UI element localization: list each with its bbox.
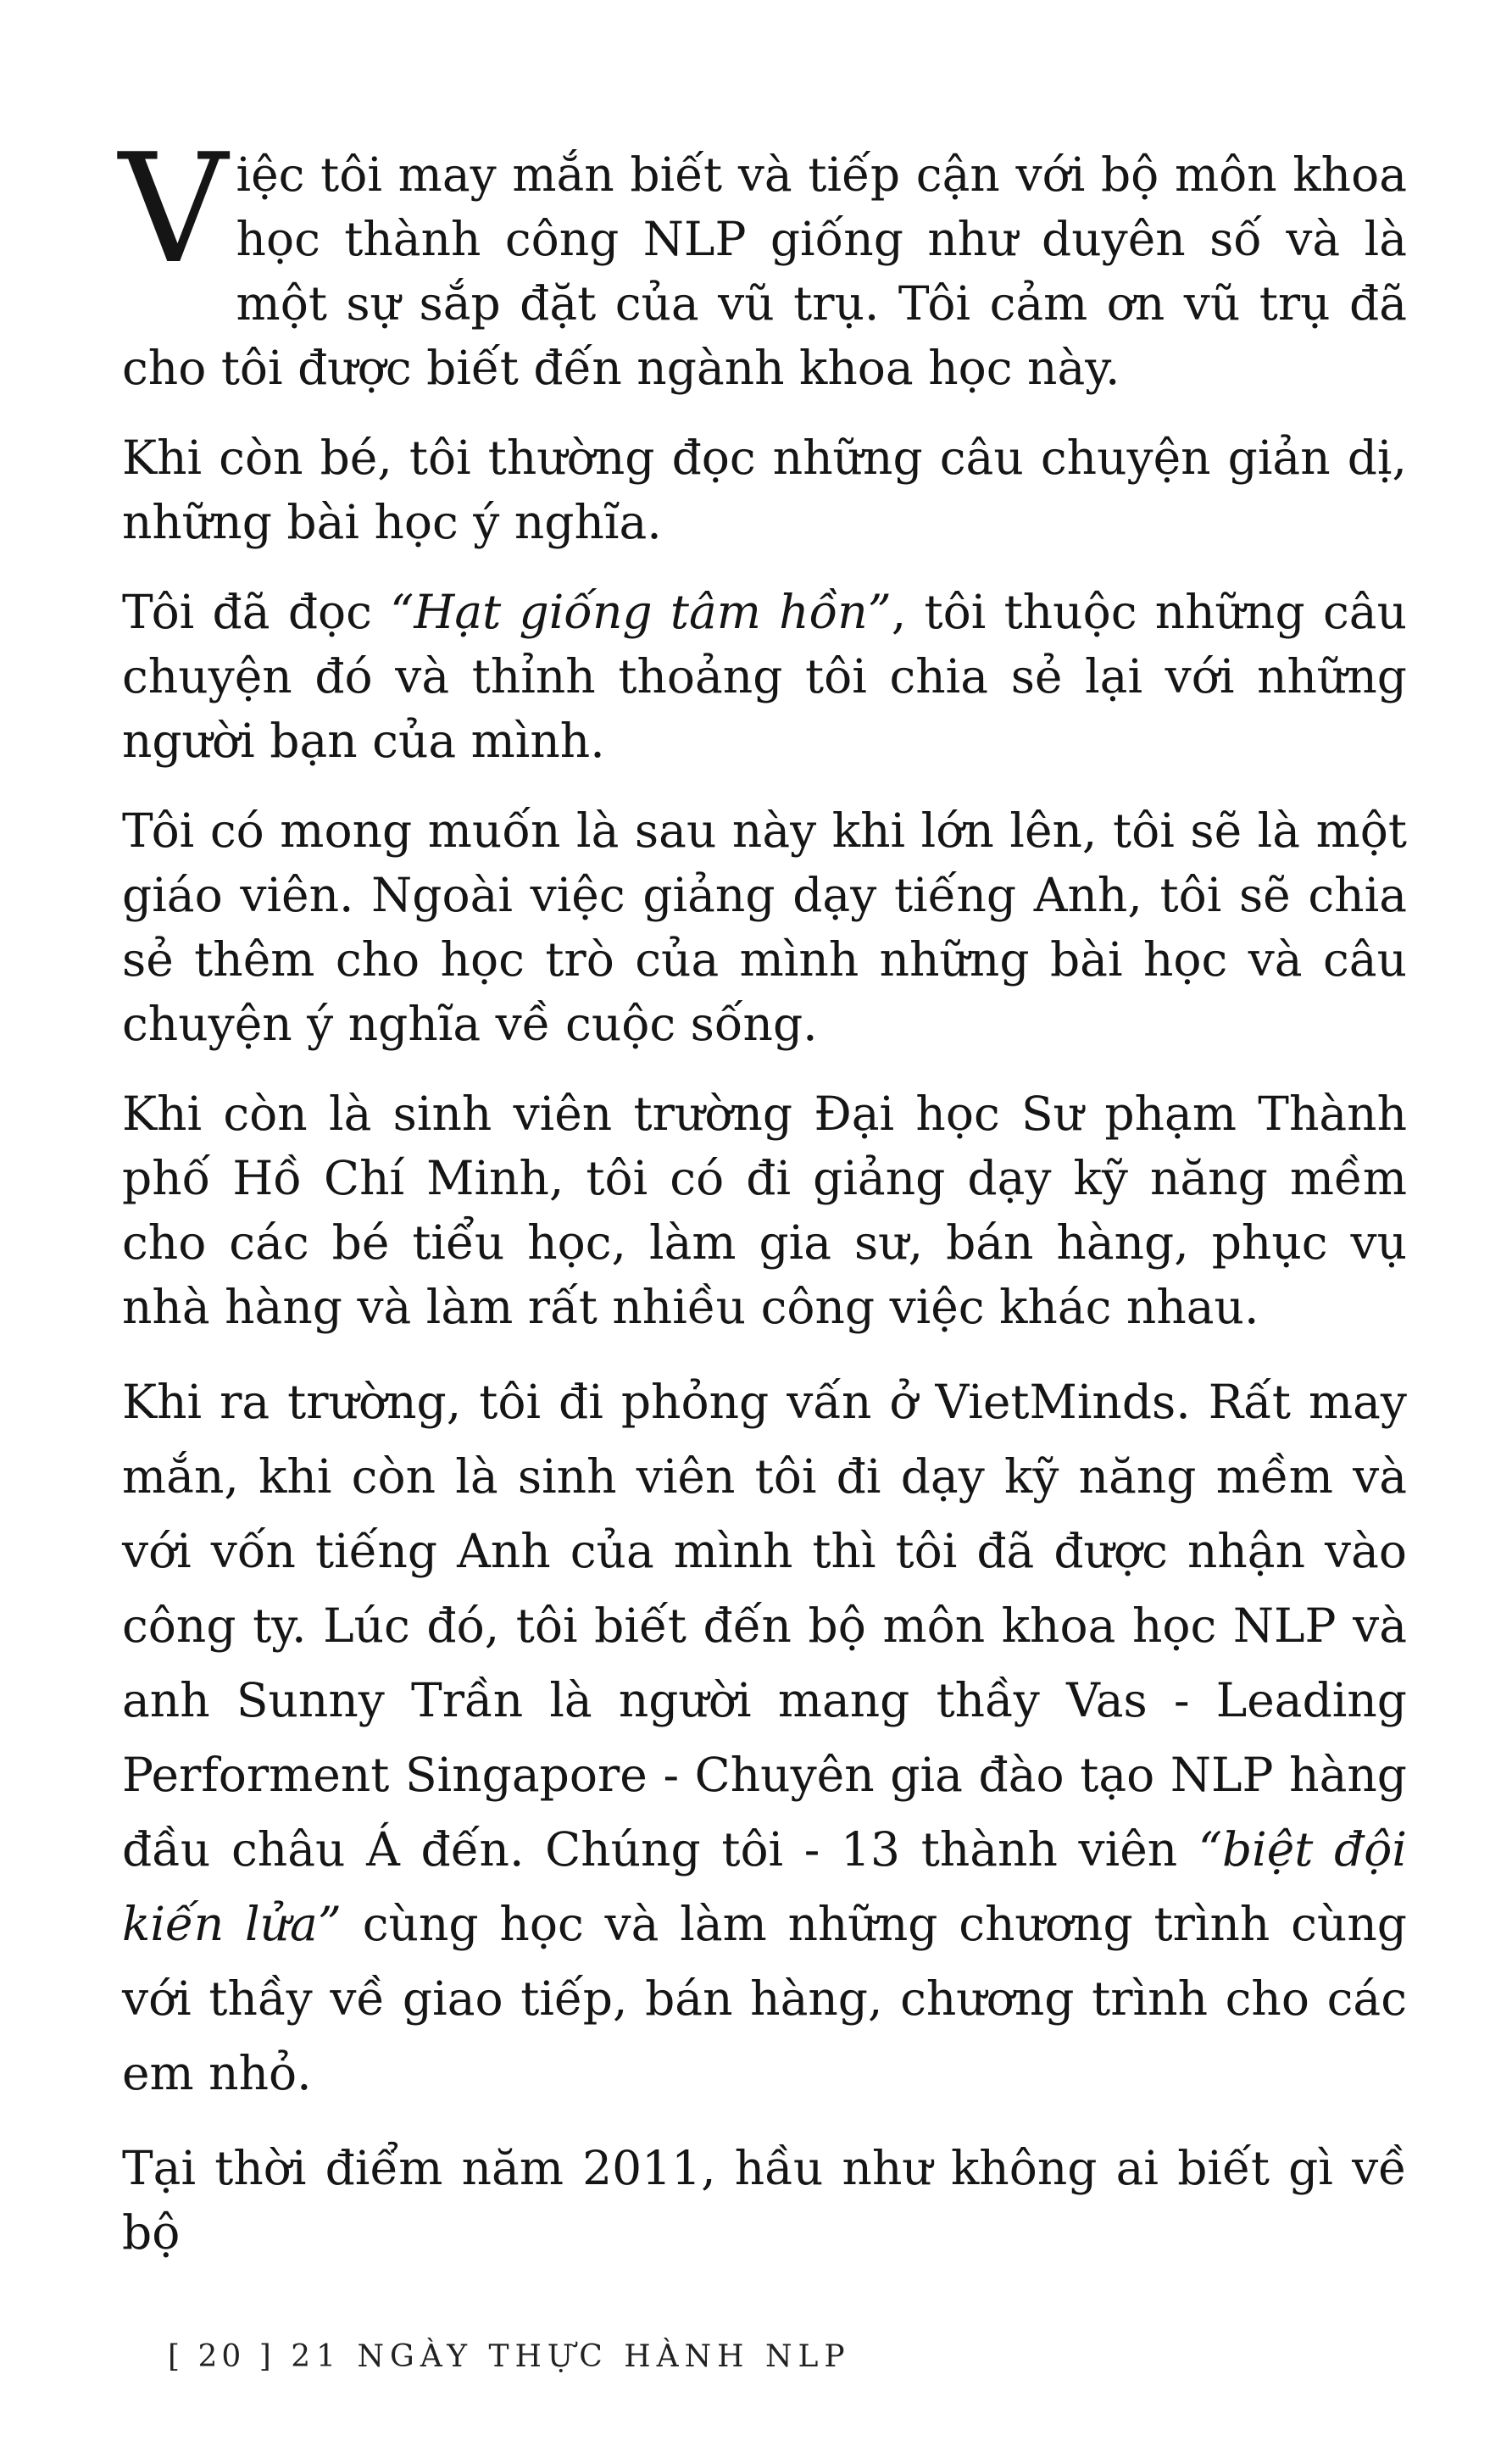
running-title: 21 NGÀY THỰC HÀNH NLP: [291, 2339, 851, 2374]
page-number: [ 20 ]: [168, 2339, 275, 2374]
paragraph-career: [122, 1365, 1407, 2110]
paragraph-university: Khi còn là sinh viên trường Đại học Sư phạm Thành phố Hồ Chí Minh, tôi có đi giảng dạy kỹ năng mềm cho các bé tiểu học, làm gia sư, bán hàng, phục vụ nhà hàng và làm rất nhiều công việc khác nhau.: [122, 1087, 1407, 1334]
paragraph-reading: [122, 580, 1407, 773]
paragraph-reading-after: , tôi thuộc những câu chuyện đó và thỉnh thoảng tôi chia sẻ lại với những người bạn của mình.: [122, 585, 1407, 768]
paragraph-childhood: Khi còn bé, tôi thường đọc những câu chuyện giản dị, những bài học ý nghĩa.: [122, 431, 1407, 549]
body-text: [119, 121, 1407, 2290]
team-name-italic: “biệt đội kiến lửa”: [122, 1822, 1407, 1951]
paragraph-2011: Tại thời điểm năm 2011, hầu như không ai biết gì về bộ: [122, 2141, 1407, 2260]
paragraph-reading-before: Tôi đã đọc: [122, 585, 391, 639]
paragraph-intro: [119, 121, 1407, 400]
paragraph-intro-text: iệc tôi may mắn biết và tiếp cận với bộ môn khoa học thành công NLP giống như duyên số và là một sự sắp đặt của vũ trụ. Tôi cảm ơn vũ trụ đã cho tôi được biết đến ngành khoa học này.: [122, 147, 1407, 395]
paragraph-career-before: Khi ra trường, tôi đi phỏng vấn ở VietMinds. Rất may mắn, khi còn là sinh viên tôi đi dạy kỹ năng mềm và với vốn tiếng Anh của mình thì tôi đã được nhận vào công ty. Lúc đó, tôi biết đến bộ môn khoa học NLP và anh Sunny Trần là người mang thầy Vas - Leading Performent Singapore - Chuyên gia đào tạo NLP hàng đầu châu Á đến. Chúng tôi - 13 thành viên: [122, 1375, 1407, 1877]
page-footer: [168, 2339, 851, 2374]
paragraph-dream: Tôi có mong muốn là sau này khi lớn lên, tôi sẽ là một giáo viên. Ngoài việc giảng dạy tiếng Anh, tôi sẽ chia sẻ thêm cho học trò của mình những bài học và câu chuyện ý nghĩa về cuộc sống.: [122, 803, 1407, 1051]
drop-cap: V: [119, 121, 228, 297]
book-title-italic: “Hạt giống tâm hồn”: [390, 585, 892, 639]
paragraph-career-after: cùng học và làm những chương trình cùng với thầy về giao tiếp, bán hàng, chương trình cho các em nhỏ.: [122, 1897, 1407, 2100]
